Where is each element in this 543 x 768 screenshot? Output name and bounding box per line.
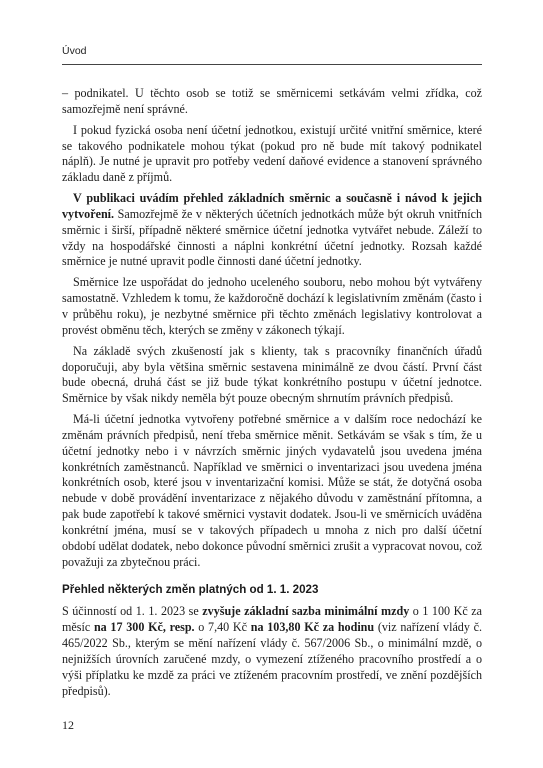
section-text-4: (viz nařízení vlády č. 465/2022 Sb., kterým se mění nařízení vlády č. 567/2006 Sb., o minimální mzdě, o nejnižších úrovních zaručené mzdy, o vymezení ztíženého pracovního prostředí a o výši příplatku ke mzdě za práci ve ztíženém pracovním prostředí, ve znění pozdějších předpisů). [62, 620, 483, 698]
section-paragraph [62, 604, 482, 699]
section-bold-3: na 103,80 Kč za hodinu [250, 620, 375, 635]
section-text-3: o 7,40 Kč [194, 620, 251, 635]
running-header [62, 42, 482, 65]
header-title: Úvod [62, 45, 87, 57]
section-bold-1: zvyšuje základní sazba minimální mzdy [202, 604, 410, 619]
section-text-1: S účinností od 1. 1. 2023 se [62, 604, 203, 619]
section-bold-2: na 17 300 Kč, resp. [93, 620, 195, 635]
paragraph-6: Má-li účetní jednotka vytvořeny potřebné směrnice a v dalším roce nedochází ke změnám právních předpisů, není třeba směrnice měnit. Setkávám se však s tím, že u účetní jednotky nebo i v návrzích směrnic jiných vydavatelů jsou uvedena jména konkrétních zaměstnanců. Například ve směrnici o inventarizaci jsou uvedena jména konkrétních osob, které jsou v inventarizační komisi. Může se stát, že dotyčná osoba nebude v době provádění inventarizace z nějakého důvodu v zaměstnání přítomna, a pak bude zapotřebí k takové směrnici vystavit dodatek. Jsou-li ve směrnicích uváděna konkrétní jména, musí se v takových případech u mnoha z nich pro další účetní období udělat dodatek, nebo dokonce původní směrnici zrušit a vypracovat novou, což považuji za zbytečnou práci. [62, 412, 482, 569]
paragraph-1: – podnikatel. U těchto osob se totiž se směrnicemi setkávám velmi zřídka, což samozřejmě není správné. [62, 86, 482, 116]
paragraph-2: I pokud fyzická osoba není účetní jednotkou, existují určité vnitřní směrnice, které se takového podnikatele mohou týkat (pokud pro ně bude mít takový podnikatel náplň). Je nutné je upravit pro potřeby vedení daňové evidence a stanovení správného základu daně z příjmů. [62, 122, 482, 185]
paragraph-3-rest: Samozřejmě že v některých účetních jednotkách může být okruh vnitřních směrnic i širší, případně některé směrnice účetní jednotka vytvářet nebude. Záleží to vždy na hospodářské činnosti a náplni konkrétní účetní jednotky. Rozsah každé směrnice je nutné upravit podle činnosti dané účetní jednotky. [62, 206, 482, 269]
paragraph-3-bold: V publikaci uvádím přehled základních směrnic a současně i návod k jejich vytvoření. [62, 191, 482, 221]
paragraph-4: Směrnice lze uspořádat do jednoho uceleného souboru, nebo mohou být vytvářeny samostatně. Vzhledem k tomu, že každoročně dochází k legislativním změnám (často i v průběhu roku), je nezbytné směrnice při těchto změnách legislativy kontrolovat a provést obměnu těch, kterých se změny v zákonech týkají. [62, 275, 482, 337]
section-text-2: o 1 100 Kč za měsíc [62, 604, 482, 635]
paragraph-3 [62, 191, 482, 270]
page-number: 12 [62, 718, 74, 732]
page-content [62, 86, 482, 704]
section-heading: Přehled některých změn platných od 1. 1. 2023 [62, 583, 319, 597]
paragraph-5: Na základě svých zkušeností jak s klienty, tak s pracovníky finančních úřadů doporučuji, aby byla většina směrnic sestavena minimálně ze dvou částí. První část bude obecná, druhá část se již bude týkat konkrétního postupu v účetní jednotce. Směrnice by však nikdy neměla být pouze obecným shrnutím právních předpisů. [62, 343, 482, 406]
